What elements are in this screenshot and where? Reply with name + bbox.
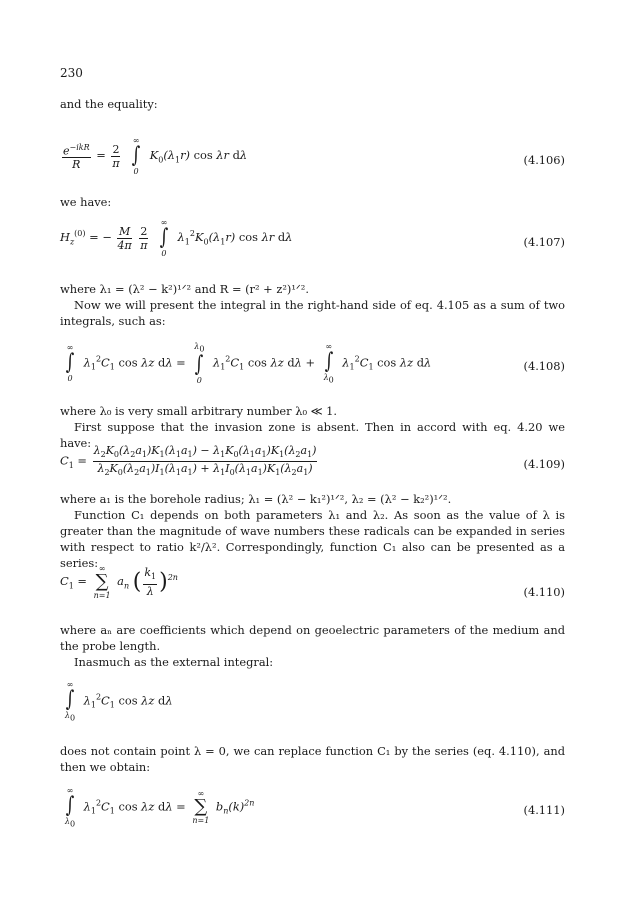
equation-4-107: $H_z^{(0)}$ = − $\frac{M}{4\pi}$ $\frac{2}{\pi}$ ∞ ∫ 0 $\lambda_1^2K_0(\lambda_1r)$ cos λr dλ	[60, 218, 293, 258]
paragraph-2: we have:	[60, 195, 112, 209]
equation-4-108: ∞ ∫ 0 $\lambda_1^2C_1$ cos λz dλ = $\lambda_0$ ∫ 0 $\lambda_1^2C_1$ cos λz dλ + ∞ ∫ $\lambda_0$ $\lambda_1^2C_1$ cos λz dλ	[65, 342, 432, 385]
page-number: 230	[60, 66, 83, 80]
paragraph-9: where aₙ are coefficients which depend on geoelectric parameters of the medium and the probe length.	[60, 623, 565, 653]
external-integral: ∞ ∫ $\lambda_0$ $\lambda_1^2C_1$ cos λz dλ	[64, 680, 173, 723]
equation-number: (4.110)	[523, 585, 565, 599]
equation-number: (4.107)	[523, 235, 565, 249]
equation-4-106: $\frac{e^{-ikR}}{R}$ = $\frac{2}{\pi}$ ∞ ∫ 0 $K_0(\lambda_1r)$ cos λr dλ	[63, 136, 248, 176]
equation-number: (4.106)	[523, 153, 565, 167]
equation-4-111: ∞ ∫ $\lambda_0$ $\lambda_1^2C_1$ cos λz dλ = ∞ ∑ n=1 $b_n(k)^{2n}$	[64, 786, 255, 829]
paragraph-6: First suppose that the invasion zone is absent. Then in accord with eq. 4.20 we have:	[60, 420, 565, 450]
equation-number: (4.111)	[523, 803, 565, 817]
paragraph-11: does not contain point λ = 0, we can replace function C₁ by the series (eq. 4.110), and then we obtain:	[60, 744, 565, 774]
paragraph-3: where λ₁ = (λ² − k²)¹ᐟ² and R = (r² + z²)¹ᐟ².	[60, 282, 309, 296]
equation-4-109: $C_1$ = $\frac{\lambda_2K_0(\lambda_2a_1)K_1(\lambda_1a_1) - \lambda_1K_0(\lambda_1a_1)K_1(\lambda_2a_1)}{\lambda_2K_0(\lambda_2a_1)I_1(\lambda_1a_1) + \lambda_1I_0(\lambda_1a_1)K_1(\lambda_2a_1)}$	[60, 444, 317, 478]
paragraph-8: Function C₁ depends on both parameters λ₁ and λ₂. As soon as the value of λ is greater than the magnitude of wave numbers these radicals can be expanded in series with respect to ratio k²/λ². Correspondingly, function C₁ also can be presented as a series:	[60, 508, 565, 570]
paragraph-1: and the equality:	[60, 97, 158, 111]
paragraph-10: Inasmuch as the external integral:	[74, 655, 274, 669]
equation-number: (4.109)	[523, 457, 565, 471]
paragraph-4: Now we will present the integral in the right-hand side of eq. 4.105 as a sum of two integrals, such as:	[60, 298, 565, 328]
equation-4-110: $C_1$ = ∞ ∑ n=1 $a_n$ ( $\frac{k_1}{\lambda}$ )$^{2n}$	[60, 564, 178, 600]
paragraph-5: where λ₀ is very small arbitrary number λ₀ ≪ 1.	[60, 404, 338, 418]
paragraph-7: where a₁ is the borehole radius; λ₁ = (λ² − k₁²)¹ᐟ², λ₂ = (λ² − k₂²)¹ᐟ².	[60, 492, 452, 506]
equation-number: (4.108)	[523, 359, 565, 373]
